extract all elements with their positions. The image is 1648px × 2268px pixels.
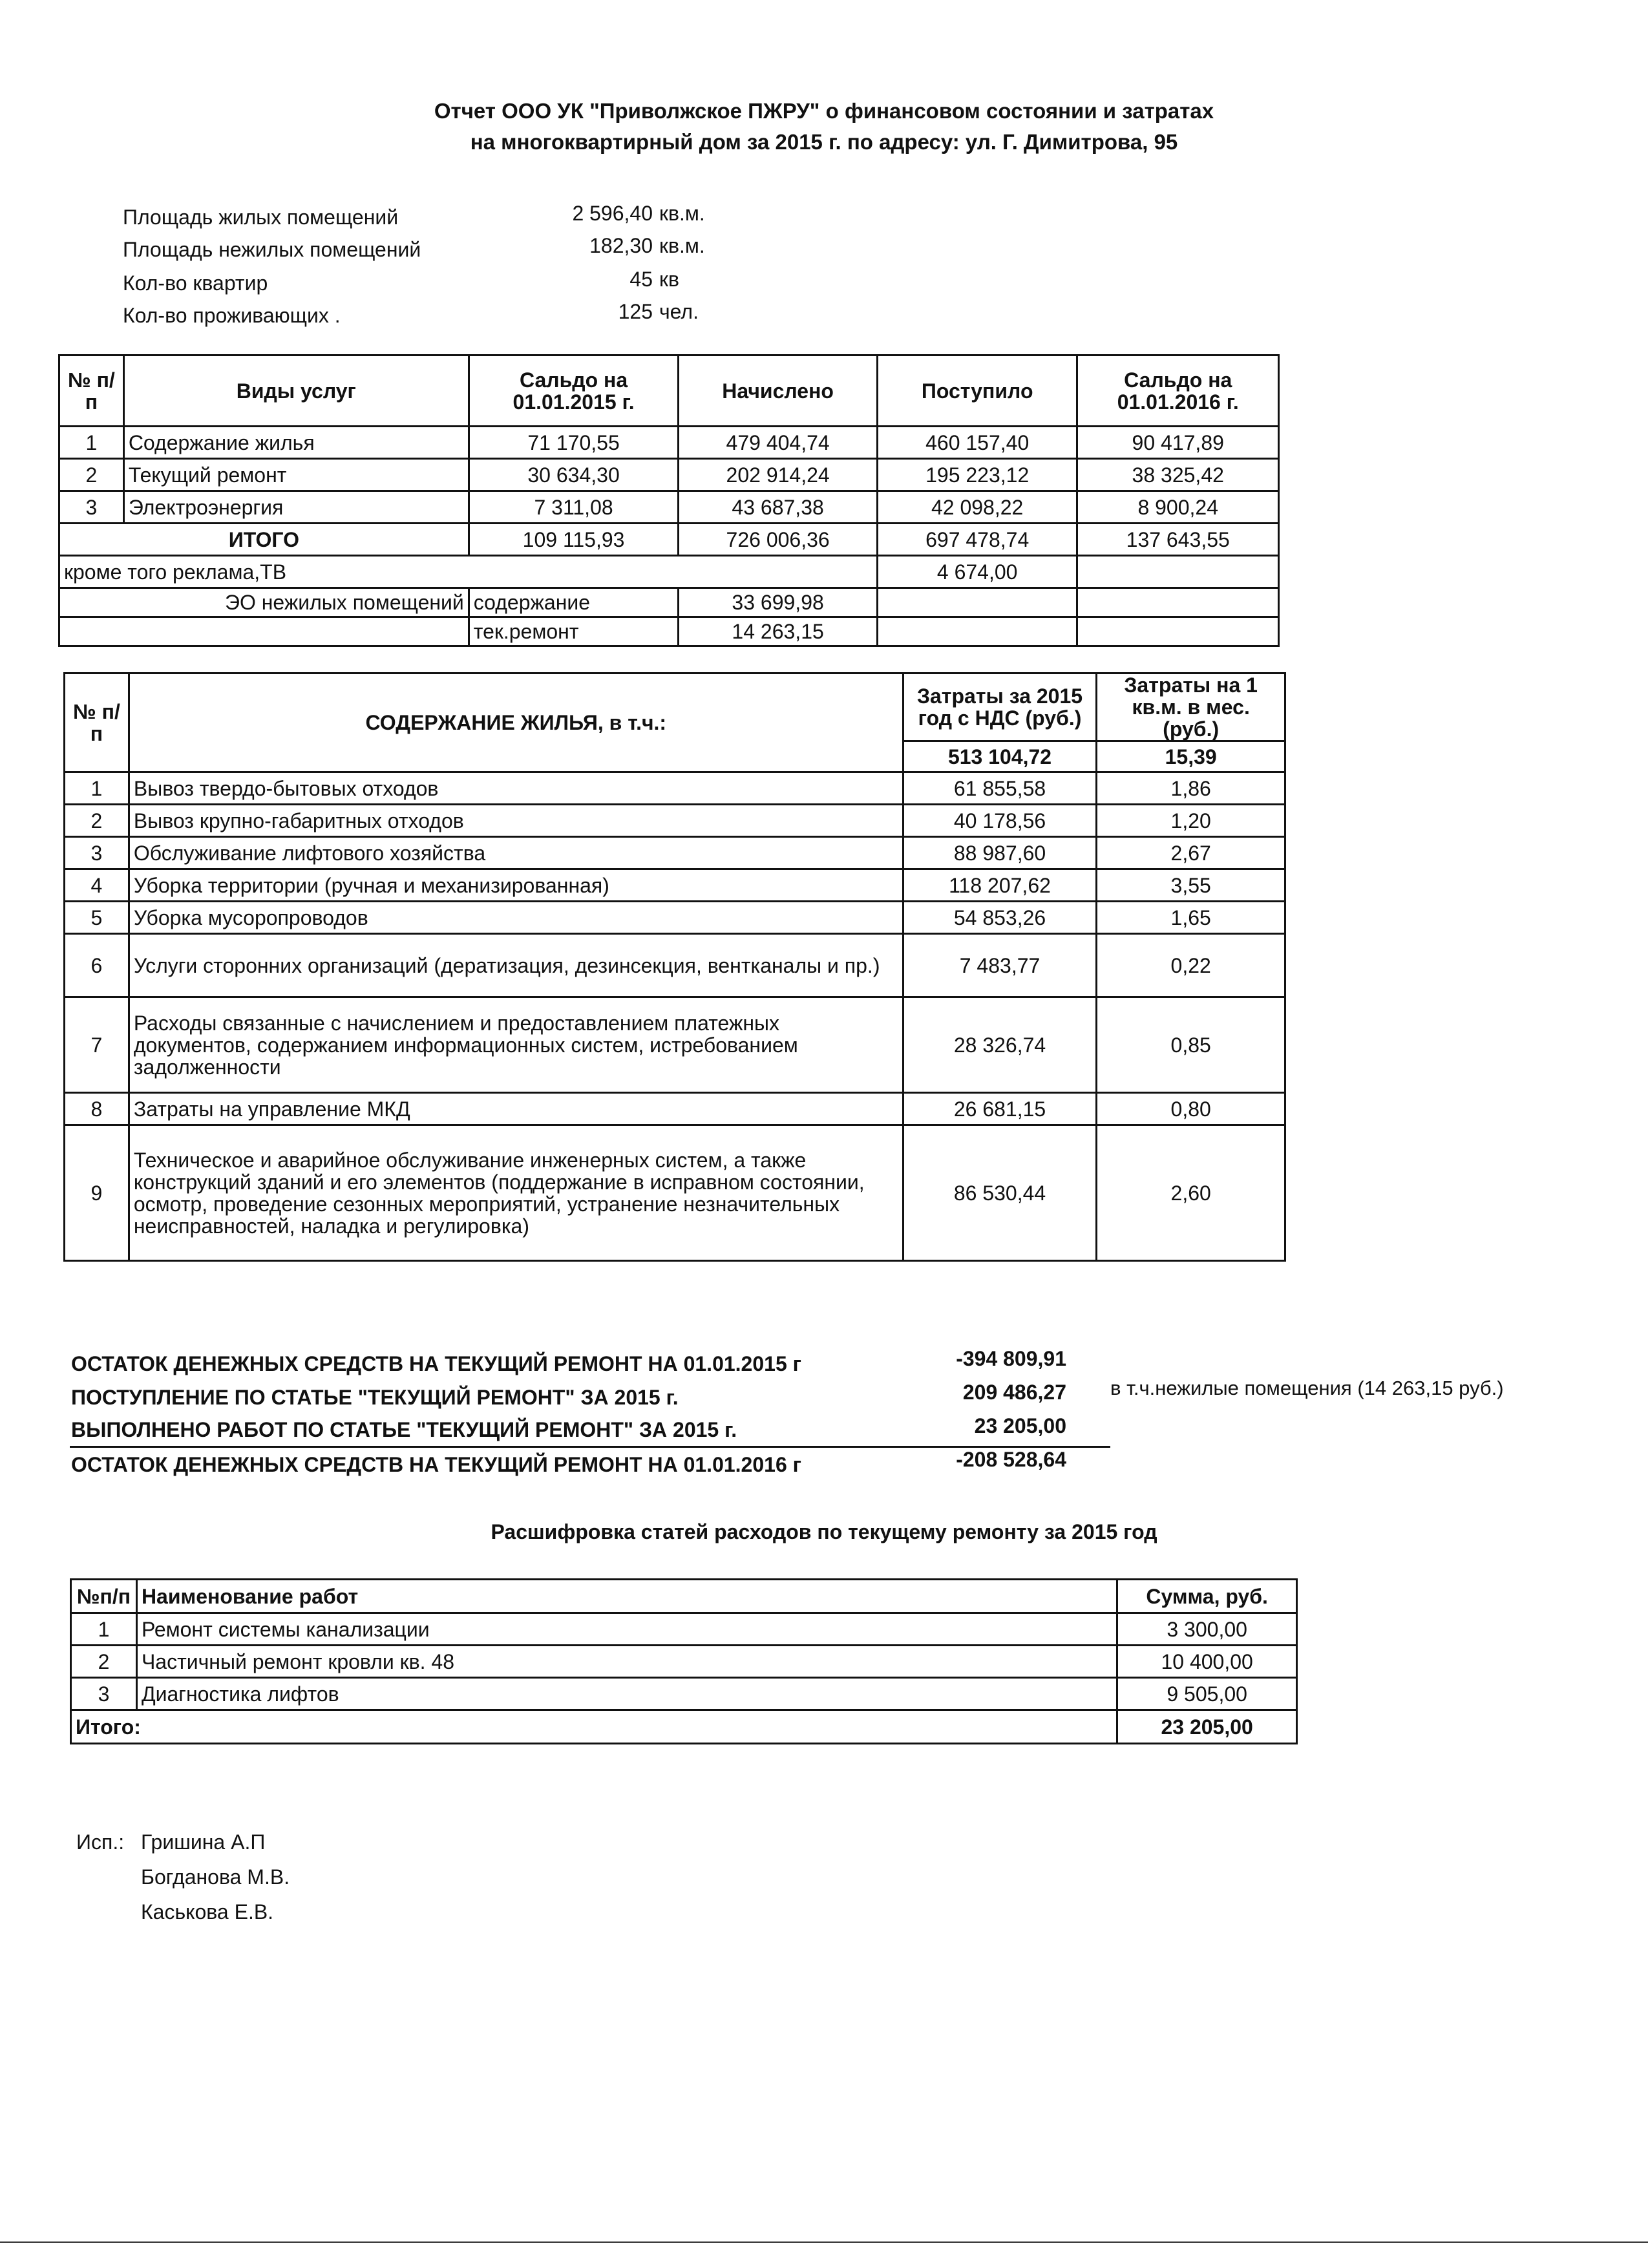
- repair-breakdown-title: Расшифровка статей расходов по текущему ремонту за 2015 год: [491, 1520, 1157, 1543]
- cell: 90 417,89: [1077, 427, 1279, 459]
- total-row: [59, 524, 1279, 556]
- table-row: [59, 427, 1279, 459]
- cell: 2,60: [1097, 1125, 1285, 1261]
- table-row: [65, 997, 1285, 1093]
- info-value: 2 596,40: [572, 202, 653, 225]
- cell: 3,55: [1097, 869, 1285, 902]
- cell: 2,67: [1097, 837, 1285, 869]
- cell: 1,65: [1097, 902, 1285, 934]
- eo-sub: содержание: [469, 588, 679, 617]
- info-unit: кв.м.: [659, 234, 705, 257]
- cell: 202 914,24: [679, 459, 878, 491]
- cell: 726 006,36: [679, 524, 878, 556]
- cell: 697 478,74: [877, 524, 1077, 556]
- summary-value: 23 205,00: [974, 1414, 1066, 1437]
- scan-edge-line: [0, 2242, 1648, 2243]
- col-header: Поступило: [877, 355, 1077, 427]
- col-header: №п/п: [71, 1580, 137, 1613]
- col-header: Начислено: [679, 355, 878, 427]
- cell: Уборка мусоропроводов: [129, 902, 903, 934]
- cell: 3: [59, 491, 124, 524]
- cell: 54 853,26: [903, 902, 1097, 934]
- cell: 8: [65, 1093, 129, 1125]
- cell: Ремонт системы канализации: [136, 1613, 1117, 1646]
- cell: Вывоз крупно-габаритных отходов: [129, 805, 903, 837]
- signer-name: Каськова Е.В.: [141, 1900, 274, 1924]
- cell: 28 326,74: [903, 997, 1097, 1093]
- eo-value: 14 263,15: [679, 617, 878, 646]
- cell: 8 900,24: [1077, 491, 1279, 524]
- cell: 42 098,22: [877, 491, 1077, 524]
- col-header: Сальдо на 01.01.2016 г.: [1077, 355, 1279, 427]
- cell: 3: [65, 837, 129, 869]
- total-value: 23 205,00: [1117, 1710, 1297, 1744]
- signer-name: Богданова М.В.: [141, 1865, 290, 1889]
- cell: 7 311,08: [469, 491, 679, 524]
- col-header: Сальдо на 01.01.2015 г.: [469, 355, 679, 427]
- cell: 195 223,12: [877, 459, 1077, 491]
- cell: Услуги сторонних организаций (дератизация, дезинсекция, вентканалы и пр.): [129, 934, 903, 997]
- cell: 0,22: [1097, 934, 1285, 997]
- table-row: [65, 837, 1285, 869]
- extra-row: [59, 556, 1279, 588]
- eo-value: 33 699,98: [679, 588, 878, 617]
- info-value: 125: [618, 300, 653, 323]
- cell: 40 178,56: [903, 805, 1097, 837]
- extra-value: 4 674,00: [877, 556, 1077, 588]
- cell: Частичный ремонт кровли кв. 48: [136, 1646, 1117, 1678]
- cell: 1: [71, 1613, 137, 1646]
- col-header: № п/п: [65, 673, 129, 772]
- eo-sub: тек.ремонт: [469, 617, 679, 646]
- col-header: Наименование работ: [136, 1580, 1117, 1613]
- eo-row: [59, 617, 1279, 646]
- table-row: [65, 772, 1285, 805]
- repair-table: [70, 1578, 1298, 1744]
- cell: 118 207,62: [903, 869, 1097, 902]
- table-row: [65, 902, 1285, 934]
- summary-value: -394 809,91: [956, 1347, 1066, 1370]
- total-per: 15,39: [1097, 741, 1285, 772]
- table-row: [71, 1678, 1297, 1710]
- total-row: [71, 1710, 1297, 1744]
- summary-label: ОСТАТОК ДЕНЕЖНЫХ СРЕДСТВ НА ТЕКУЩИЙ РЕМОНТ НА 01.01.2016 г: [71, 1453, 801, 1476]
- cell: Уборка территории (ручная и механизированная): [129, 869, 903, 902]
- maintenance-table: [63, 672, 1286, 1262]
- cell: 460 157,40: [877, 427, 1077, 459]
- cell: 5: [65, 902, 129, 934]
- cell: 61 855,58: [903, 772, 1097, 805]
- cell: 7: [65, 997, 129, 1093]
- cell: Вывоз твердо-бытовых отходов: [129, 772, 903, 805]
- cell: 2: [65, 805, 129, 837]
- table-row: [65, 1125, 1285, 1261]
- eo-label: ЭО нежилых помещений: [59, 588, 469, 617]
- info-label: Площадь жилых помещений: [123, 206, 399, 229]
- cell: Техническое и аварийное обслуживание инженерных систем, а также конструкций зданий и его элементов (поддержание в исправном состоянии, осмотр, проведение сезонных мероприятий, устранение незначительных неисправностей, наладка и регулировка): [129, 1125, 903, 1261]
- cell: 0,80: [1097, 1093, 1285, 1125]
- table-header-row: [71, 1580, 1297, 1613]
- cell: 10 400,00: [1117, 1646, 1297, 1678]
- table-row: [71, 1613, 1297, 1646]
- table-header-row: [59, 355, 1279, 427]
- cell: 2: [59, 459, 124, 491]
- col-header: СОДЕРЖАНИЕ ЖИЛЬЯ, в т.ч.:: [129, 673, 903, 772]
- col-header: Сумма, руб.: [1117, 1580, 1297, 1613]
- report-title-line2: на многоквартирный дом за 2015 г. по адресу: ул. Г. Димитрова, 95: [470, 130, 1178, 154]
- table-row: [71, 1646, 1297, 1678]
- cell: Электроэнергия: [123, 491, 469, 524]
- cell: 9 505,00: [1117, 1678, 1297, 1710]
- cell: 43 687,38: [679, 491, 878, 524]
- cell: 30 634,30: [469, 459, 679, 491]
- table-row: [65, 934, 1285, 997]
- table-header-row: [65, 673, 1285, 741]
- signers-prefix: Исп.:: [76, 1830, 125, 1854]
- table-row: [65, 1093, 1285, 1125]
- cell: Содержание жилья: [123, 427, 469, 459]
- report-title-line1: Отчет ООО УК "Приволжское ПЖРУ" о финансовом состоянии и затратах: [434, 99, 1214, 123]
- cell: 109 115,93: [469, 524, 679, 556]
- col-header: Затраты за 2015 год с НДС (руб.): [903, 673, 1097, 741]
- summary-label: ПОСТУПЛЕНИЕ ПО СТАТЬЕ "ТЕКУЩИЙ РЕМОНТ" ЗА 2015 г.: [71, 1386, 679, 1409]
- cell: Текущий ремонт: [123, 459, 469, 491]
- cell: 9: [65, 1125, 129, 1261]
- cell: 3 300,00: [1117, 1613, 1297, 1646]
- info-unit: чел.: [659, 300, 699, 323]
- cell: 71 170,55: [469, 427, 679, 459]
- eo-row: [59, 588, 1279, 617]
- table-row: [59, 459, 1279, 491]
- cell: 6: [65, 934, 129, 997]
- summary-value: -208 528,64: [956, 1448, 1066, 1471]
- cell: 3: [71, 1678, 137, 1710]
- cell: Диагностика лифтов: [136, 1678, 1117, 1710]
- total-label: Итого:: [71, 1710, 1117, 1744]
- info-label: Кол-во проживающих .: [123, 304, 341, 327]
- info-label: Площадь нежилых помещений: [123, 238, 421, 261]
- cell: Расходы связанные с начислением и предоставлением платежных документов, содержанием информационных систем, истребованием задолженности: [129, 997, 903, 1093]
- cell: 88 987,60: [903, 837, 1097, 869]
- info-label: Кол-во квартир: [123, 271, 268, 295]
- col-header: № п/п: [59, 355, 124, 427]
- info-unit: кв.м.: [659, 202, 705, 225]
- col-header: Затраты на 1 кв.м. в мес. (руб.): [1097, 673, 1285, 741]
- cell: 1,20: [1097, 805, 1285, 837]
- cell: 1: [59, 427, 124, 459]
- cell: 4: [65, 869, 129, 902]
- cell: 26 681,15: [903, 1093, 1097, 1125]
- report-title: [0, 96, 1648, 158]
- cell: 1: [65, 772, 129, 805]
- total-label: ИТОГО: [59, 524, 469, 556]
- summary-value: 209 486,27: [962, 1381, 1066, 1404]
- extra-label: кроме того реклама,ТВ: [59, 556, 878, 588]
- col-header: Виды услуг: [123, 355, 469, 427]
- services-table: [58, 354, 1280, 647]
- info-unit: кв: [659, 268, 679, 291]
- cell: 0,85: [1097, 997, 1285, 1093]
- cell: 137 643,55: [1077, 524, 1279, 556]
- cell: 1,86: [1097, 772, 1285, 805]
- summary-note: в т.ч.нежилые помещения (14 263,15 руб.): [1110, 1377, 1504, 1399]
- summary-label: ВЫПОЛНЕНО РАБОТ ПО СТАТЬЕ "ТЕКУЩИЙ РЕМОНТ" ЗА 2015 г.: [71, 1418, 737, 1441]
- table-row: [59, 491, 1279, 524]
- cell: Затраты на управление МКД: [129, 1093, 903, 1125]
- table-row: [65, 869, 1285, 902]
- info-value: 45: [629, 268, 653, 291]
- info-value: 182,30: [589, 234, 653, 257]
- table-row: [65, 805, 1285, 837]
- cell: 479 404,74: [679, 427, 878, 459]
- summary-label: ОСТАТОК ДЕНЕЖНЫХ СРЕДСТВ НА ТЕКУЩИЙ РЕМОНТ НА 01.01.2015 г: [71, 1352, 801, 1375]
- cell: 38 325,42: [1077, 459, 1279, 491]
- cell: 86 530,44: [903, 1125, 1097, 1261]
- total-cost: 513 104,72: [903, 741, 1097, 772]
- cell: 7 483,77: [903, 934, 1097, 997]
- cell: 2: [71, 1646, 137, 1678]
- signer-name: Гришина А.П: [141, 1830, 266, 1854]
- cell: Обслуживание лифтового хозяйства: [129, 837, 903, 869]
